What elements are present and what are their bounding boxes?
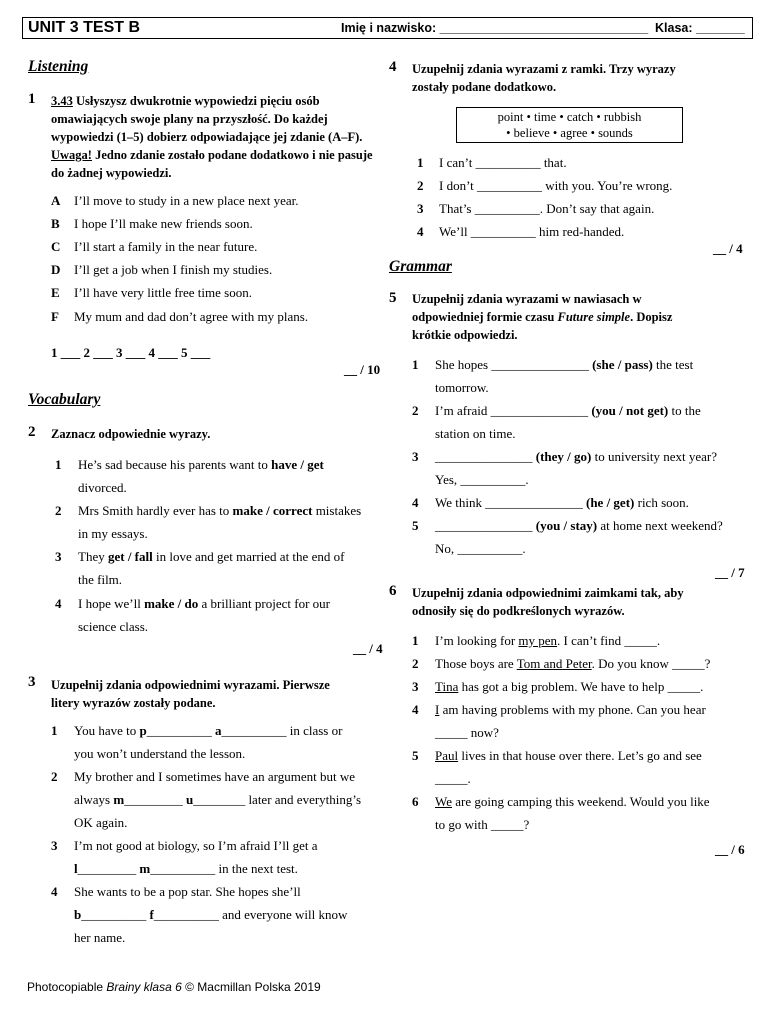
- footer-copyright: Photocopiable Brainy klasa 6 © Macmillan Polska 2019: [27, 980, 321, 994]
- q1-number: 1: [28, 91, 36, 107]
- q2-number: 2: [28, 424, 36, 440]
- q5-number: 5: [389, 290, 397, 306]
- q4-instructions: Uzupełnij zdania wyrazami z ramki. Trzy wyrazy zostały podane dodatkowo.: [412, 62, 676, 94]
- q6-instructions: Uzupełnij zdania odpowiednimi zaimkami tak, aby odnosiły się do podkreślonych wyrazów.: [412, 586, 684, 618]
- q1-uwaga: Uwaga!: [51, 148, 92, 162]
- section-vocabulary: Vocabulary: [28, 391, 101, 408]
- q3-instructions: Uzupełnij zdania odpowiednimi wyrazami. Pierwsze litery wyrazów zostały podane.: [51, 678, 330, 710]
- q2-instructions: Zaznacz odpowiednie wyrazy.: [51, 427, 211, 441]
- q2-score: __ / 4: [353, 641, 383, 656]
- q5-instructions: Uzupełnij zdania wyrazami w nawiasach w odpowiedniej formie czasu Future simple. Dopisz krótkie odpowiedzi.: [412, 292, 673, 342]
- section-grammar: Grammar: [389, 258, 452, 275]
- q1-instructions: 3.43 Usłyszysz dwukrotnie wypowiedzi pięciu osób omawiających swoje plany na przyszłość. Do każdej wypowiedzi (1–5) dobierz odpowiadające jej zdanie (A–F). Uwaga! Jedno zdanie zostało podane dodatkowo i nie pasuje do żadnej wypowiedzi.: [51, 94, 373, 180]
- q6-number: 6: [389, 583, 397, 599]
- header-bar: [22, 17, 753, 39]
- q4-score: __ / 4: [713, 241, 743, 256]
- name-field-label: Imię i nazwisko: ______________________________: [341, 21, 649, 35]
- class-field-label: Klasa: _______: [655, 21, 745, 35]
- section-listening: Listening: [28, 58, 89, 75]
- word-box: point • time • catch • rubbish • believe • agree • sounds: [456, 107, 683, 143]
- q1-track: 3.43: [51, 94, 73, 108]
- q1-score: __ / 10: [344, 362, 381, 377]
- unit-title: UNIT 3 TEST B: [28, 19, 141, 36]
- q1-answer-line: 1 ___ 2 ___ 3 ___ 4 ___ 5 ___: [51, 345, 211, 360]
- q4-number: 4: [389, 59, 397, 75]
- q6-score: __ / 6: [715, 842, 745, 857]
- q5-score: __ / 7: [715, 565, 745, 580]
- q3-number: 3: [28, 674, 36, 690]
